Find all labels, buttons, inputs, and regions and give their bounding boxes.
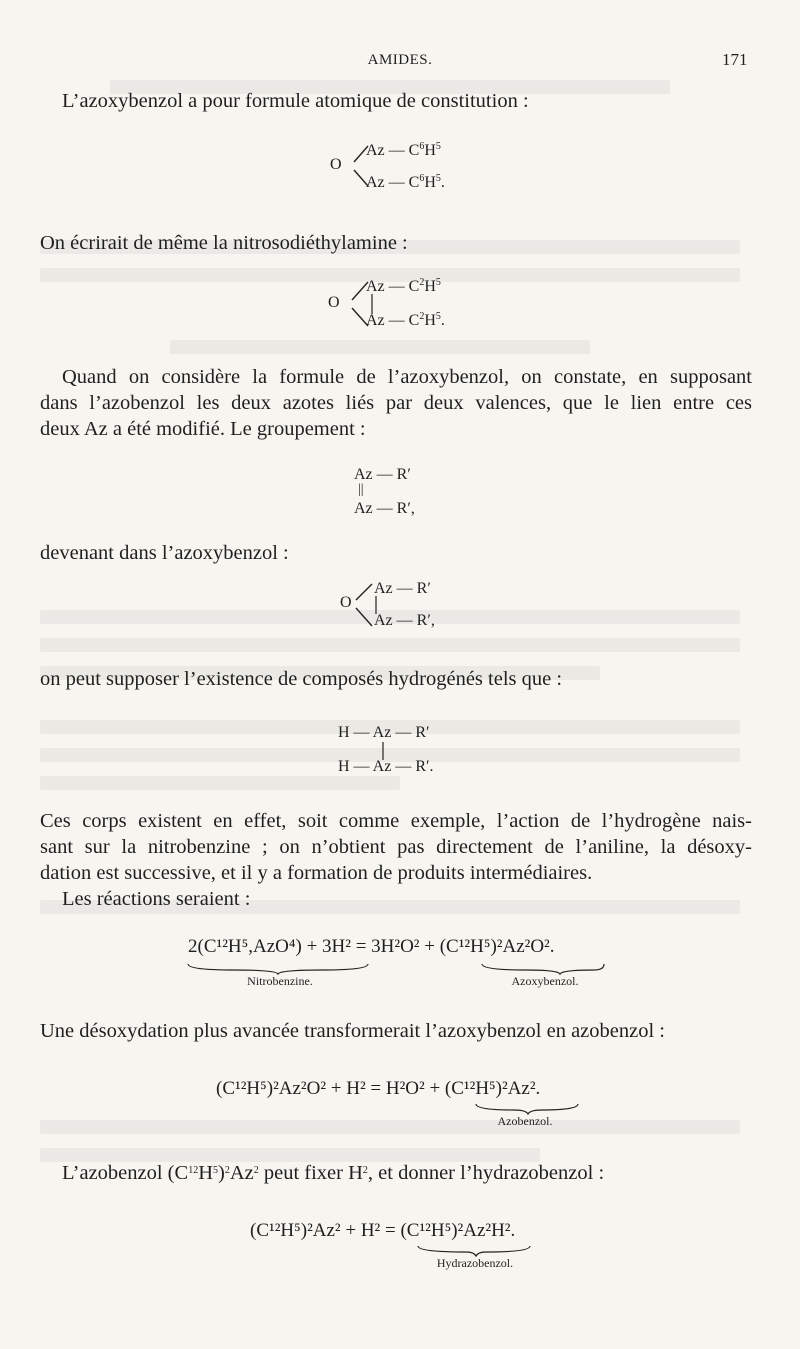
formula-top-group: Az — R′ — [354, 466, 411, 483]
label-hydrazobenzol: Hydrazobenzol. — [436, 1256, 514, 1270]
paragraph-1: L’azoxybenzol a pour formule atomique de constitution : — [62, 90, 529, 112]
oxygen-atom: O — [340, 594, 352, 611]
label-azobenzol: Azobenzol. — [497, 1114, 553, 1128]
equation-2-text: (C¹²H⁵)²Az²O² + H² = H²O² + (C¹²H⁵)²Az². — [216, 1078, 541, 1099]
formula-top-group: Az — $C^2H^5$ — [366, 277, 441, 295]
label-azoxybenzol: Azoxybenzol. — [511, 974, 579, 988]
paragraph-7: Les réactions seraient : — [62, 888, 251, 910]
paragraph-5: on peut supposer l’existence de composés hydrogénés tels que : — [40, 668, 563, 690]
paragraph-8: Une désoxydation plus avancée transformerait l’azoxybenzol en azobenzol : — [40, 1020, 665, 1042]
paragraph-3-line-1: Quand on considère la formule de l’azoxybenzol, on constate, en supposant — [62, 366, 752, 388]
running-header: AMIDES. — [367, 52, 433, 68]
page-number: 171 — [722, 50, 748, 69]
paragraph-2: On écrirait de même la nitrosodiéthylamine : — [40, 232, 408, 254]
formula-bottom-group: Az — R′, — [374, 612, 435, 629]
formula-bottom-group: Az — $C^6H^5$. — [366, 173, 445, 191]
paragraph-6-line-1: Ces corps existent en effet, soit comme exemple, l’action de l’hydrogène nais- — [40, 810, 752, 832]
formula-top-group: H — Az — R′ — [338, 724, 430, 741]
paragraph-3-line-2: dans l’azobenzol les deux azotes liés par deux valences, que le lien entre ces — [40, 392, 752, 414]
paragraph-6-line-2: sant sur la nitrobenzine ; on n’obtient pas directement de l’aniline, la désoxy- — [40, 836, 752, 858]
oxygen-atom: O — [328, 294, 340, 311]
formula-bottom-group: Az — $C^2H^5$. — [366, 311, 445, 329]
paragraph-9: L’azobenzol $(C^{12}H^5)^2Az^2$ peut fixer $H^2$, et donner l’hydrazobenzol : — [62, 1162, 605, 1184]
paragraph-3-line-3: deux Az a été modifié. Le groupement : — [40, 418, 366, 440]
oxygen-atom: O — [330, 156, 342, 173]
label-nitrobenzine: Nitrobenzine. — [247, 974, 313, 988]
equation-1-text: 2(C¹²H⁵,AzO⁴) + 3H² = 3H²O² + (C¹²H⁵)²Az²O². — [188, 936, 555, 957]
paragraph-6-line-3: dation est successive, et il y a formation de produits intermédiaires. — [40, 862, 593, 884]
formula-bottom-group: Az — R′, — [354, 500, 415, 517]
formula-bottom-group: H — Az — R′. — [338, 758, 434, 775]
formula-top-group: Az — R′ — [374, 580, 431, 597]
double-bond: || — [358, 482, 364, 497]
paragraph-4: devenant dans l’azoxybenzol : — [40, 542, 289, 564]
equation-3-text: (C¹²H⁵)²Az² + H² = (C¹²H⁵)²Az²H². — [250, 1220, 516, 1241]
formula-top-group: Az — $C^6H^5$ — [366, 141, 441, 159]
